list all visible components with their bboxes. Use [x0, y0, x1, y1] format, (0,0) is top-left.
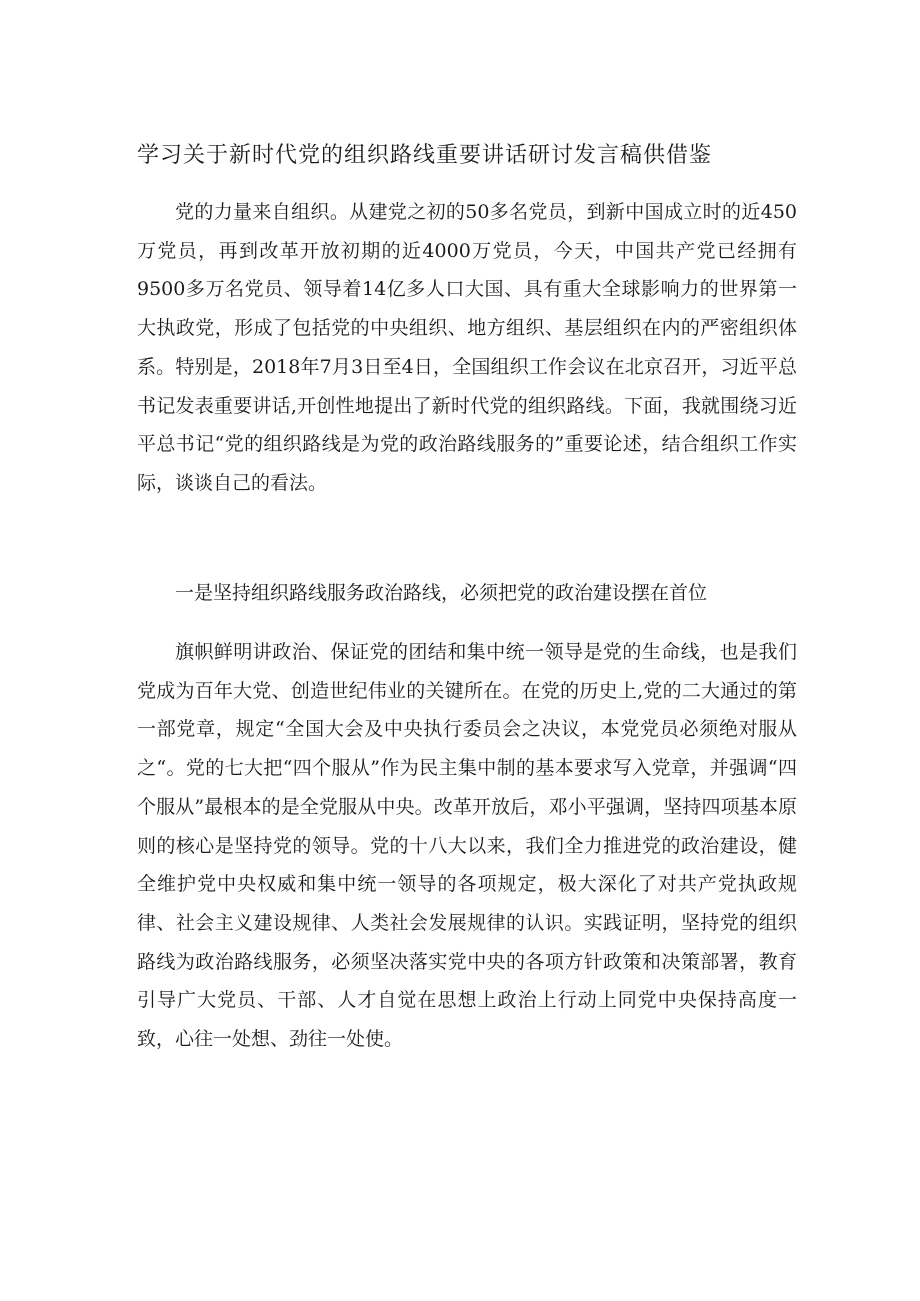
document-title: 学习关于新时代党的组织路线重要讲话研讨发言稿供借鉴 — [137, 143, 713, 168]
body-paragraph: 党的力量来自组织。从建党之初的50多名党员，到新中国成立时的近450万党员，再到改革开放初期的近4000万党员，今天，中国共产党已经拥有9500多万名党员、领导着14亿多人口大国、具有重大全球影响力的世界第一大执政党，形成了包括党的中央组织、地方组织、基层组织在内的严密组织体系。特别是，2018年7月3日至4日，全国组织工作会议在北京召开，习近平总书记发表重要讲话,开创性地提出了新时代党的组织路线。下面，我就围绕习近平总书记“党的组织路线是为党的政治路线服务的”重要论述，结合组织工作实际，谈谈自己的看法。 — [137, 201, 797, 494]
body-paragraph: 旗帜鲜明讲政治、保证党的团结和集中统一领导是党的生命线，也是我们党成为百年大党、创造世纪伟业的关键所在。在党的历史上,党的二大通过的第一部党章，规定“全国大会及中央执行委员会之决议，本党党员必须绝对服从之“。党的七大把“四个服从”作为民主集中制的基本要求写入党章，并强调“四个服从”最根本的是全党服从中央。改革开放后，邓小平强调，坚持四项基本原则的核心是坚持党的领导。党的十八大以来，我们全力推进党的政治建设，健全维护党中央权威和集中统一领导的各项规定，极大深化了对共产党执政规律、社会主义建设规律、人类社会发展规律的认识。实践证明，坚持党的组织路线为政治路线服务，必须坚决落实党中央的各项方针政策和决策部署，教育引导广大党员、干部、人才自觉在思想上政治上行动上同党中央保持高度一致，心往一处想、劲往一处使。 — [137, 641, 797, 1051]
section-heading: 一是坚持组织路线服务政治路线，必须把党的政治建设摆在首位 — [175, 582, 708, 604]
